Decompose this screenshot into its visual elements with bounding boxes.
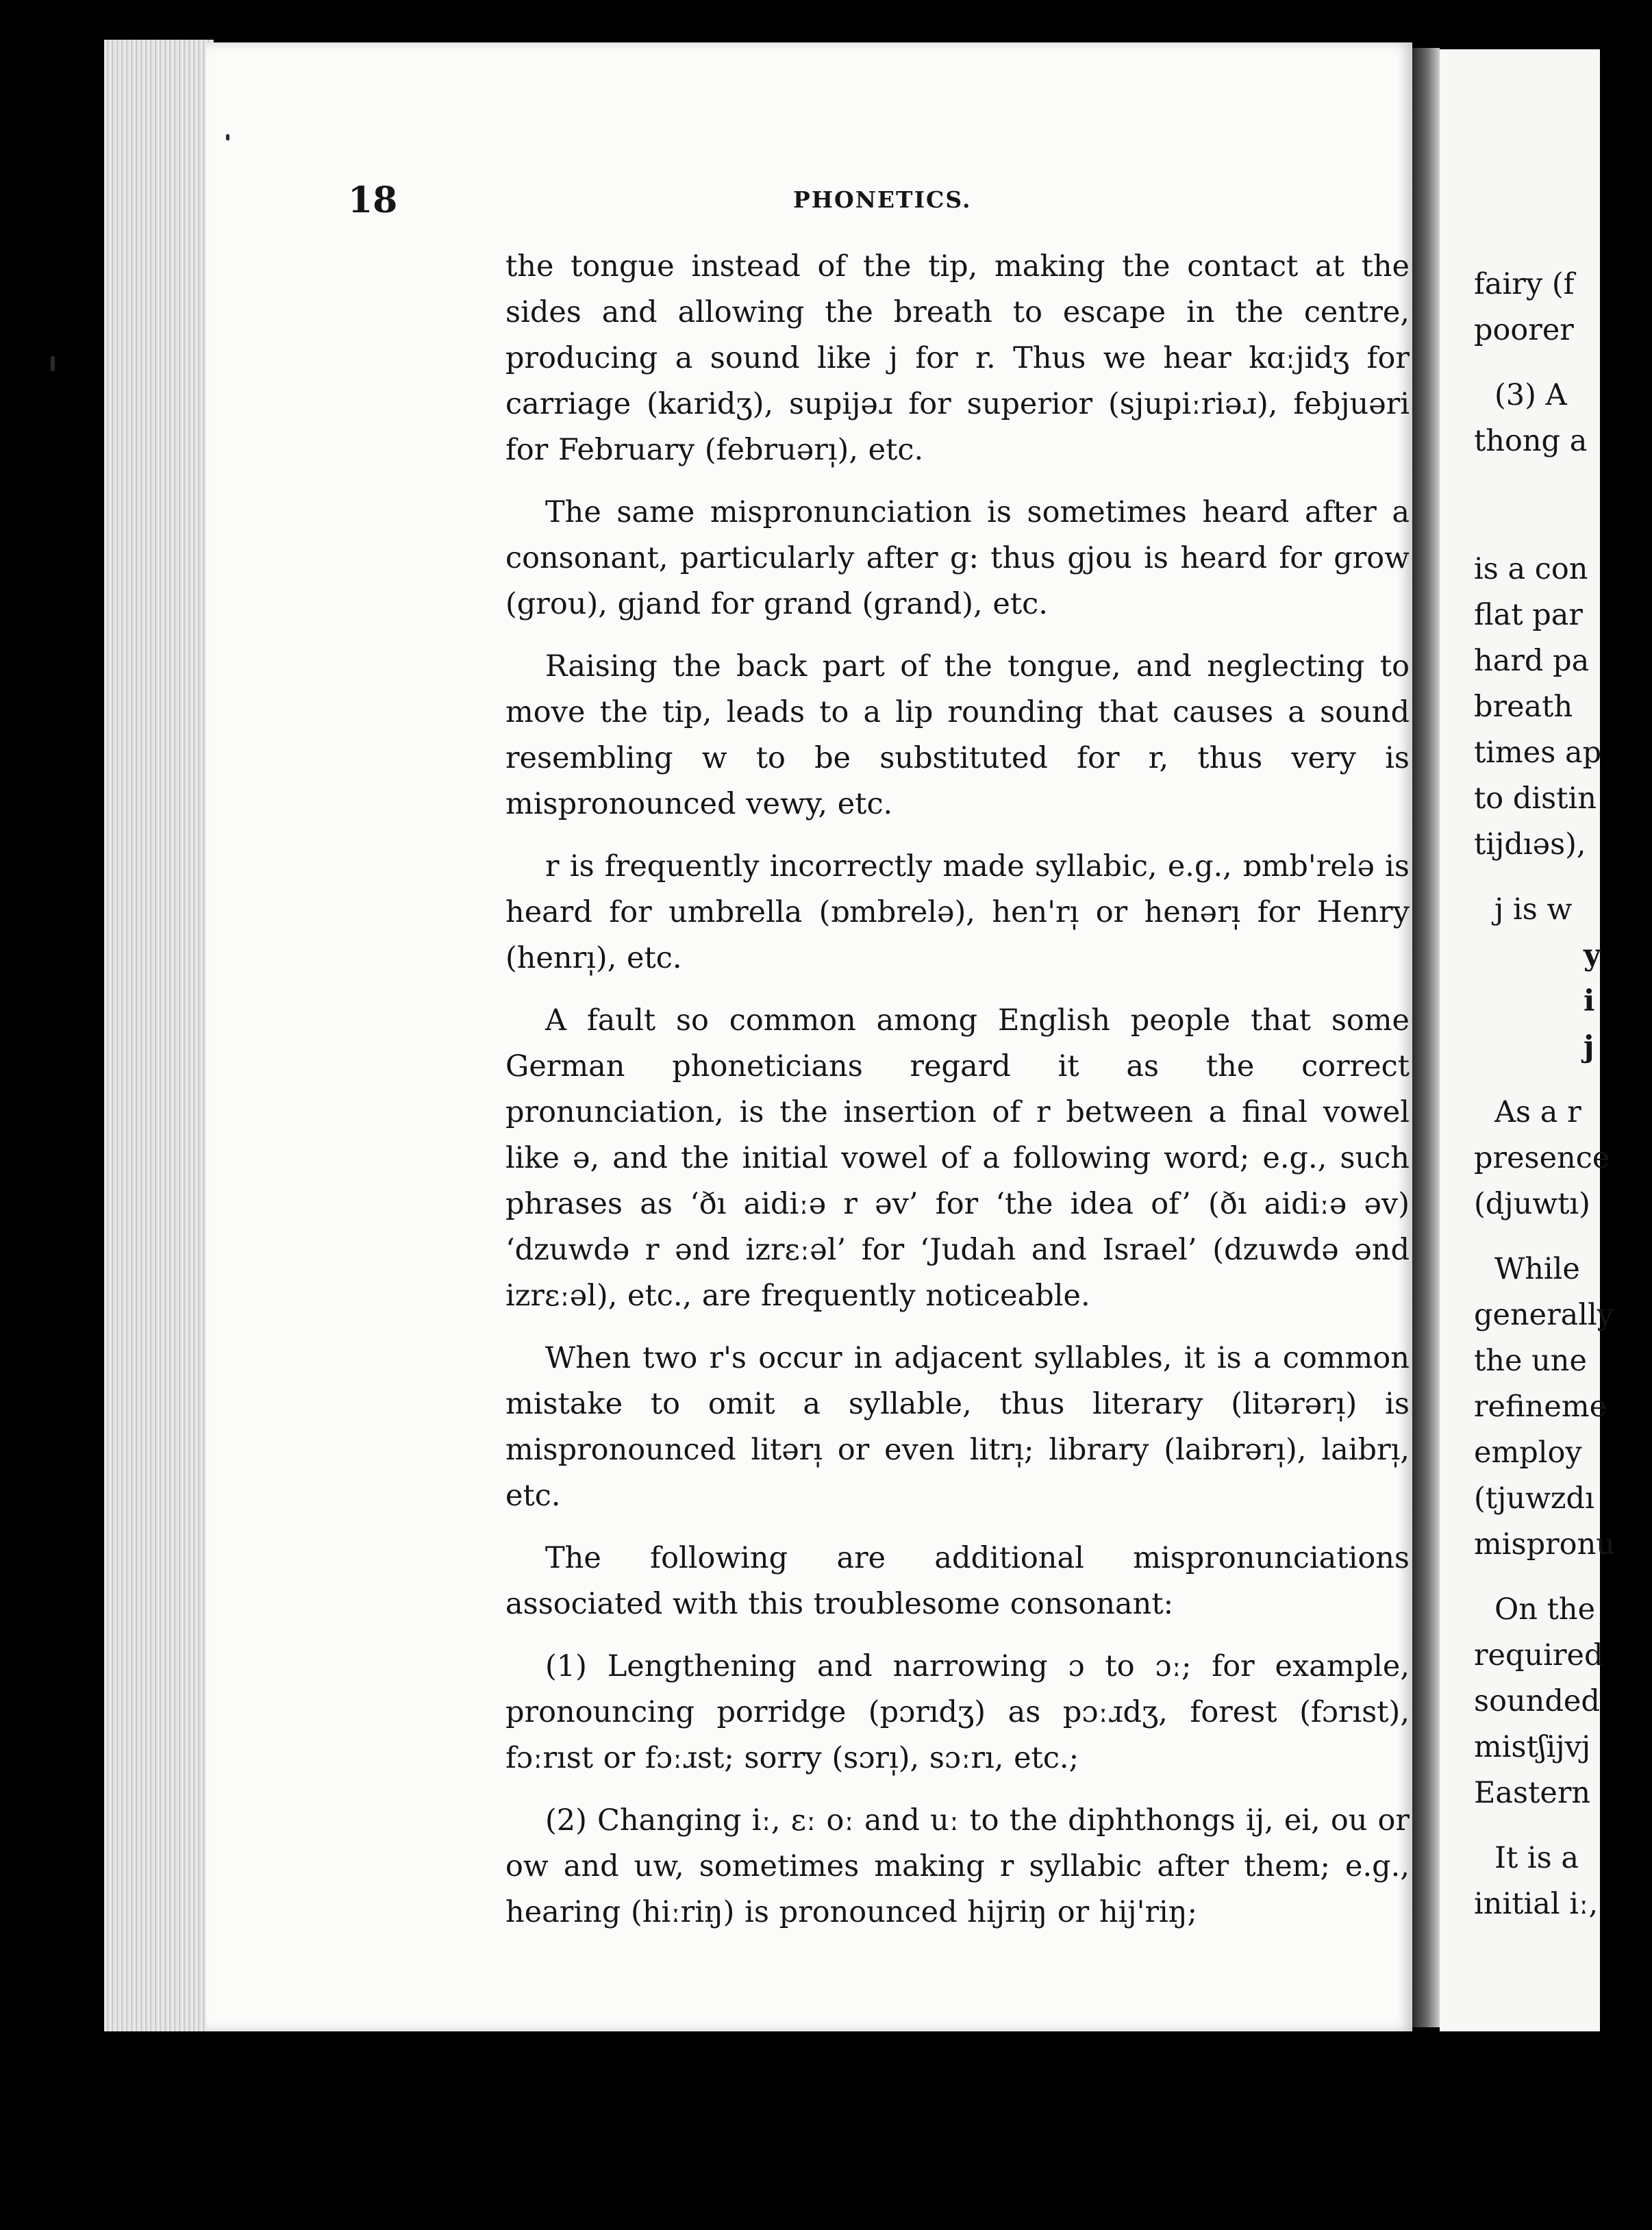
facing-line: generally xyxy=(1474,1298,1614,1332)
facing-line: breath xyxy=(1474,690,1573,724)
facing-line: employ xyxy=(1474,1436,1582,1470)
book-gutter xyxy=(1412,48,1440,2027)
facing-line: While xyxy=(1494,1252,1580,1286)
facing-line: the une xyxy=(1474,1344,1587,1378)
facing-line: hard pa xyxy=(1474,644,1590,678)
facing-line: mispronu xyxy=(1474,1527,1615,1562)
facing-line: j is w xyxy=(1494,892,1573,927)
facing-line: i xyxy=(1584,984,1595,1018)
paragraph: Raising the back part of the tongue, and neglecting to move the tip, leads to a lip rounding that causes a sound resembling w to be substituted for r, thus very is mispronounced vewy, etc. xyxy=(505,649,1410,821)
facing-line: (3) A xyxy=(1494,378,1567,412)
facing-line: mistʃijvj xyxy=(1474,1730,1591,1764)
scan-speck xyxy=(51,356,55,371)
facing-line: j xyxy=(1584,1030,1594,1064)
scan-speck xyxy=(226,134,229,140)
facing-line: thong a xyxy=(1474,424,1588,458)
page-number: 18 xyxy=(348,179,398,221)
facing-line: It is a xyxy=(1494,1841,1579,1875)
facing-line: poorer xyxy=(1474,313,1574,347)
paragraph: A fault so common among English people that some German phoneticians regard it as the correct pronunciation, is the insertion of r between a final vowel like ə, and the initial vowel of a following word; e.g., such phrases as ‘ðı aidiːə r əv’ for ‘the idea of’ (ðı aidiːə əv) ‘dzuwdə r ənd izrɛːəl’ for ‘Judah and Israel’ (dzuwdə ənd izrɛːəl), etc., are frequently noticeable. xyxy=(505,1003,1410,1313)
facing-line: refineme xyxy=(1474,1390,1607,1424)
right-page-fragment xyxy=(1440,49,1615,2031)
paragraph: (2) Changing iː, ɛː oː and uː to the diphthongs ij, ei, ou or ow and uw, sometimes making r syllabic after them; e.g., hearing (hiːriŋ) is pronounced hijriŋ or hij'riŋ; xyxy=(505,1803,1410,1929)
facing-line: y xyxy=(1584,938,1601,973)
facing-line: Eastern xyxy=(1474,1776,1591,1810)
facing-line: As a r xyxy=(1494,1095,1581,1129)
paragraph: (1) Lengthening and narrowing ɔ to ɔː; for example, pronouncing porridge (pɔrıdʒ) as pɔːɹdʒ, forest (fɔrıst), fɔːrıst or fɔːɹst; sorry (sɔrı̩), sɔːrı, etc.; xyxy=(505,1649,1410,1775)
facing-line: fairy (f xyxy=(1474,267,1575,301)
facing-line: On the xyxy=(1494,1592,1596,1627)
page-edges xyxy=(104,40,214,2031)
paragraph: The same mispronunciation is sometimes heard after a consonant, particularly after g: thus gjou is heard for grow (grou), gjand for grand (grand), etc. xyxy=(505,495,1410,621)
page-body xyxy=(505,244,1410,1952)
facing-page-text xyxy=(1474,262,1652,1927)
running-head: PHONETICS. xyxy=(793,186,972,213)
facing-line: is a con xyxy=(1474,552,1588,586)
facing-line: to distin xyxy=(1474,781,1597,816)
facing-line: flat par xyxy=(1474,598,1583,632)
facing-line: sounded xyxy=(1474,1684,1600,1718)
facing-line: (djuwtı) xyxy=(1474,1187,1590,1221)
paragraph: r is frequently incorrectly made syllabic, e.g., ɒmb'relə is heard for umbrella (ɒmbrelə), hen'rı̩ or henərı̩ for Henry (henrı̩), etc. xyxy=(505,849,1410,975)
facing-line: presence xyxy=(1474,1141,1610,1175)
facing-line: tijdıəs), xyxy=(1474,827,1586,862)
paragraph: When two r's occur in adjacent syllables, it is a common mistake to omit a syllable, thus literary (litərərı̩) is mispronounced litərı̩ or even litrı̩; library (laibrərı̩), laibrı̩, etc. xyxy=(505,1341,1410,1513)
facing-line: (tjuwzdı xyxy=(1474,1481,1594,1516)
paragraph: The following are additional mispronunciations associated with this troublesome consonant: xyxy=(505,1541,1410,1621)
facing-line: required xyxy=(1474,1638,1603,1672)
paragraph: the tongue instead of the tip, making the contact at the sides and allowing the breath to escape in the centre, producing a sound like j for r. Thus we hear kɑːjidʒ for carriage (karidʒ), supijəɹ for superior (sjupiːriəɹ), febjuəri for February (februərı̩), etc. xyxy=(505,249,1410,467)
facing-line: times ap xyxy=(1474,736,1602,770)
facing-line: initial iː, xyxy=(1474,1887,1599,1921)
